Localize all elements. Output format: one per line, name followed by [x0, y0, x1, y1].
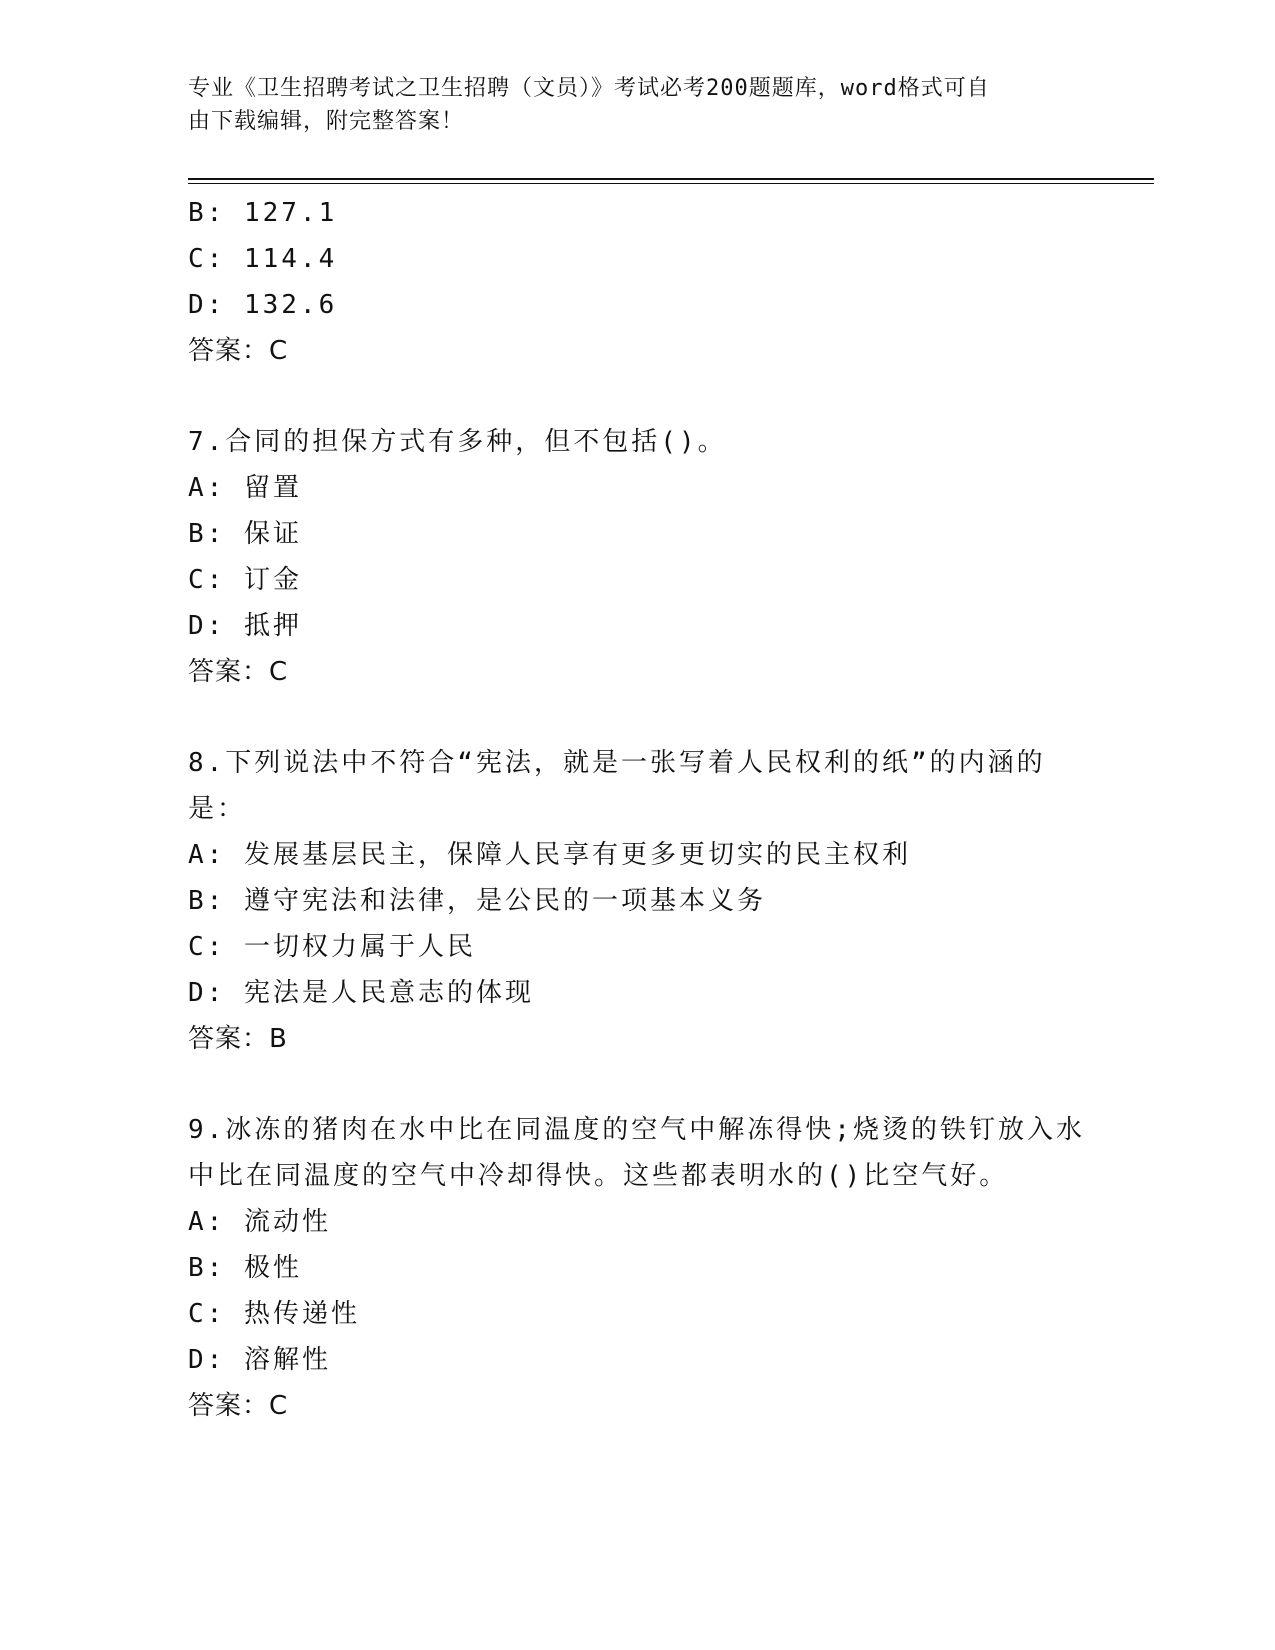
document-header	[188, 72, 1088, 138]
document-content	[188, 190, 1088, 1429]
question-8	[188, 740, 1088, 1062]
question-9	[188, 1107, 1088, 1429]
question-stem-line-1: 8.下列说法中不符合“宪法，就是一张写着人民权利的纸”的内涵的	[188, 748, 1046, 778]
option-c: C: 114.4	[188, 244, 338, 274]
header-line-1: 专业《卫生招聘考试之卫生招聘（文员）》考试必考200题题库，word格式可自	[188, 76, 990, 101]
option-b: B: 极性	[188, 1253, 302, 1283]
answer-line: 答案：C	[188, 657, 289, 687]
option-a: A: 发展基层民主，保障人民享有更多更切实的民主权利	[188, 840, 911, 870]
option-a: A: 留置	[188, 473, 302, 503]
answer-line: 答案：C	[188, 336, 289, 366]
option-c: C: 热传递性	[188, 1299, 360, 1329]
option-d: D: 抵押	[188, 611, 302, 641]
header-line-2: 由下载编辑，附完整答案！	[188, 109, 465, 134]
answer-line: 答案：B	[188, 1024, 288, 1054]
question-stem-line-2: 中比在同温度的空气中冷却得快。这些都表明水的()比空气好。	[188, 1161, 1009, 1191]
option-a: A: 流动性	[188, 1207, 331, 1237]
question-stem: 7.合同的担保方式有多种，但不包括()。	[188, 427, 727, 457]
option-c: C: 一切权力属于人民	[188, 932, 476, 962]
question-stem-line-1: 9.冰冻的猪肉在水中比在同温度的空气中解冻得快;烧烫的铁钉放入水	[188, 1115, 1085, 1145]
option-b: B: 127.1	[188, 198, 338, 228]
question-7	[188, 419, 1088, 695]
option-b: B: 保证	[188, 519, 302, 549]
header-rule-thin	[188, 183, 1154, 184]
option-d: D: 宪法是人民意志的体现	[188, 978, 534, 1008]
option-b: B: 遵守宪法和法律，是公民的一项基本义务	[188, 886, 766, 916]
option-c: C: 订金	[188, 565, 302, 595]
header-rule-thick	[188, 178, 1154, 180]
answer-line: 答案：C	[188, 1391, 289, 1421]
question-stem-line-2: 是：	[188, 794, 247, 824]
option-d: D: 溶解性	[188, 1345, 331, 1375]
prev-question-block	[188, 190, 1088, 374]
option-d: D: 132.6	[188, 290, 338, 320]
